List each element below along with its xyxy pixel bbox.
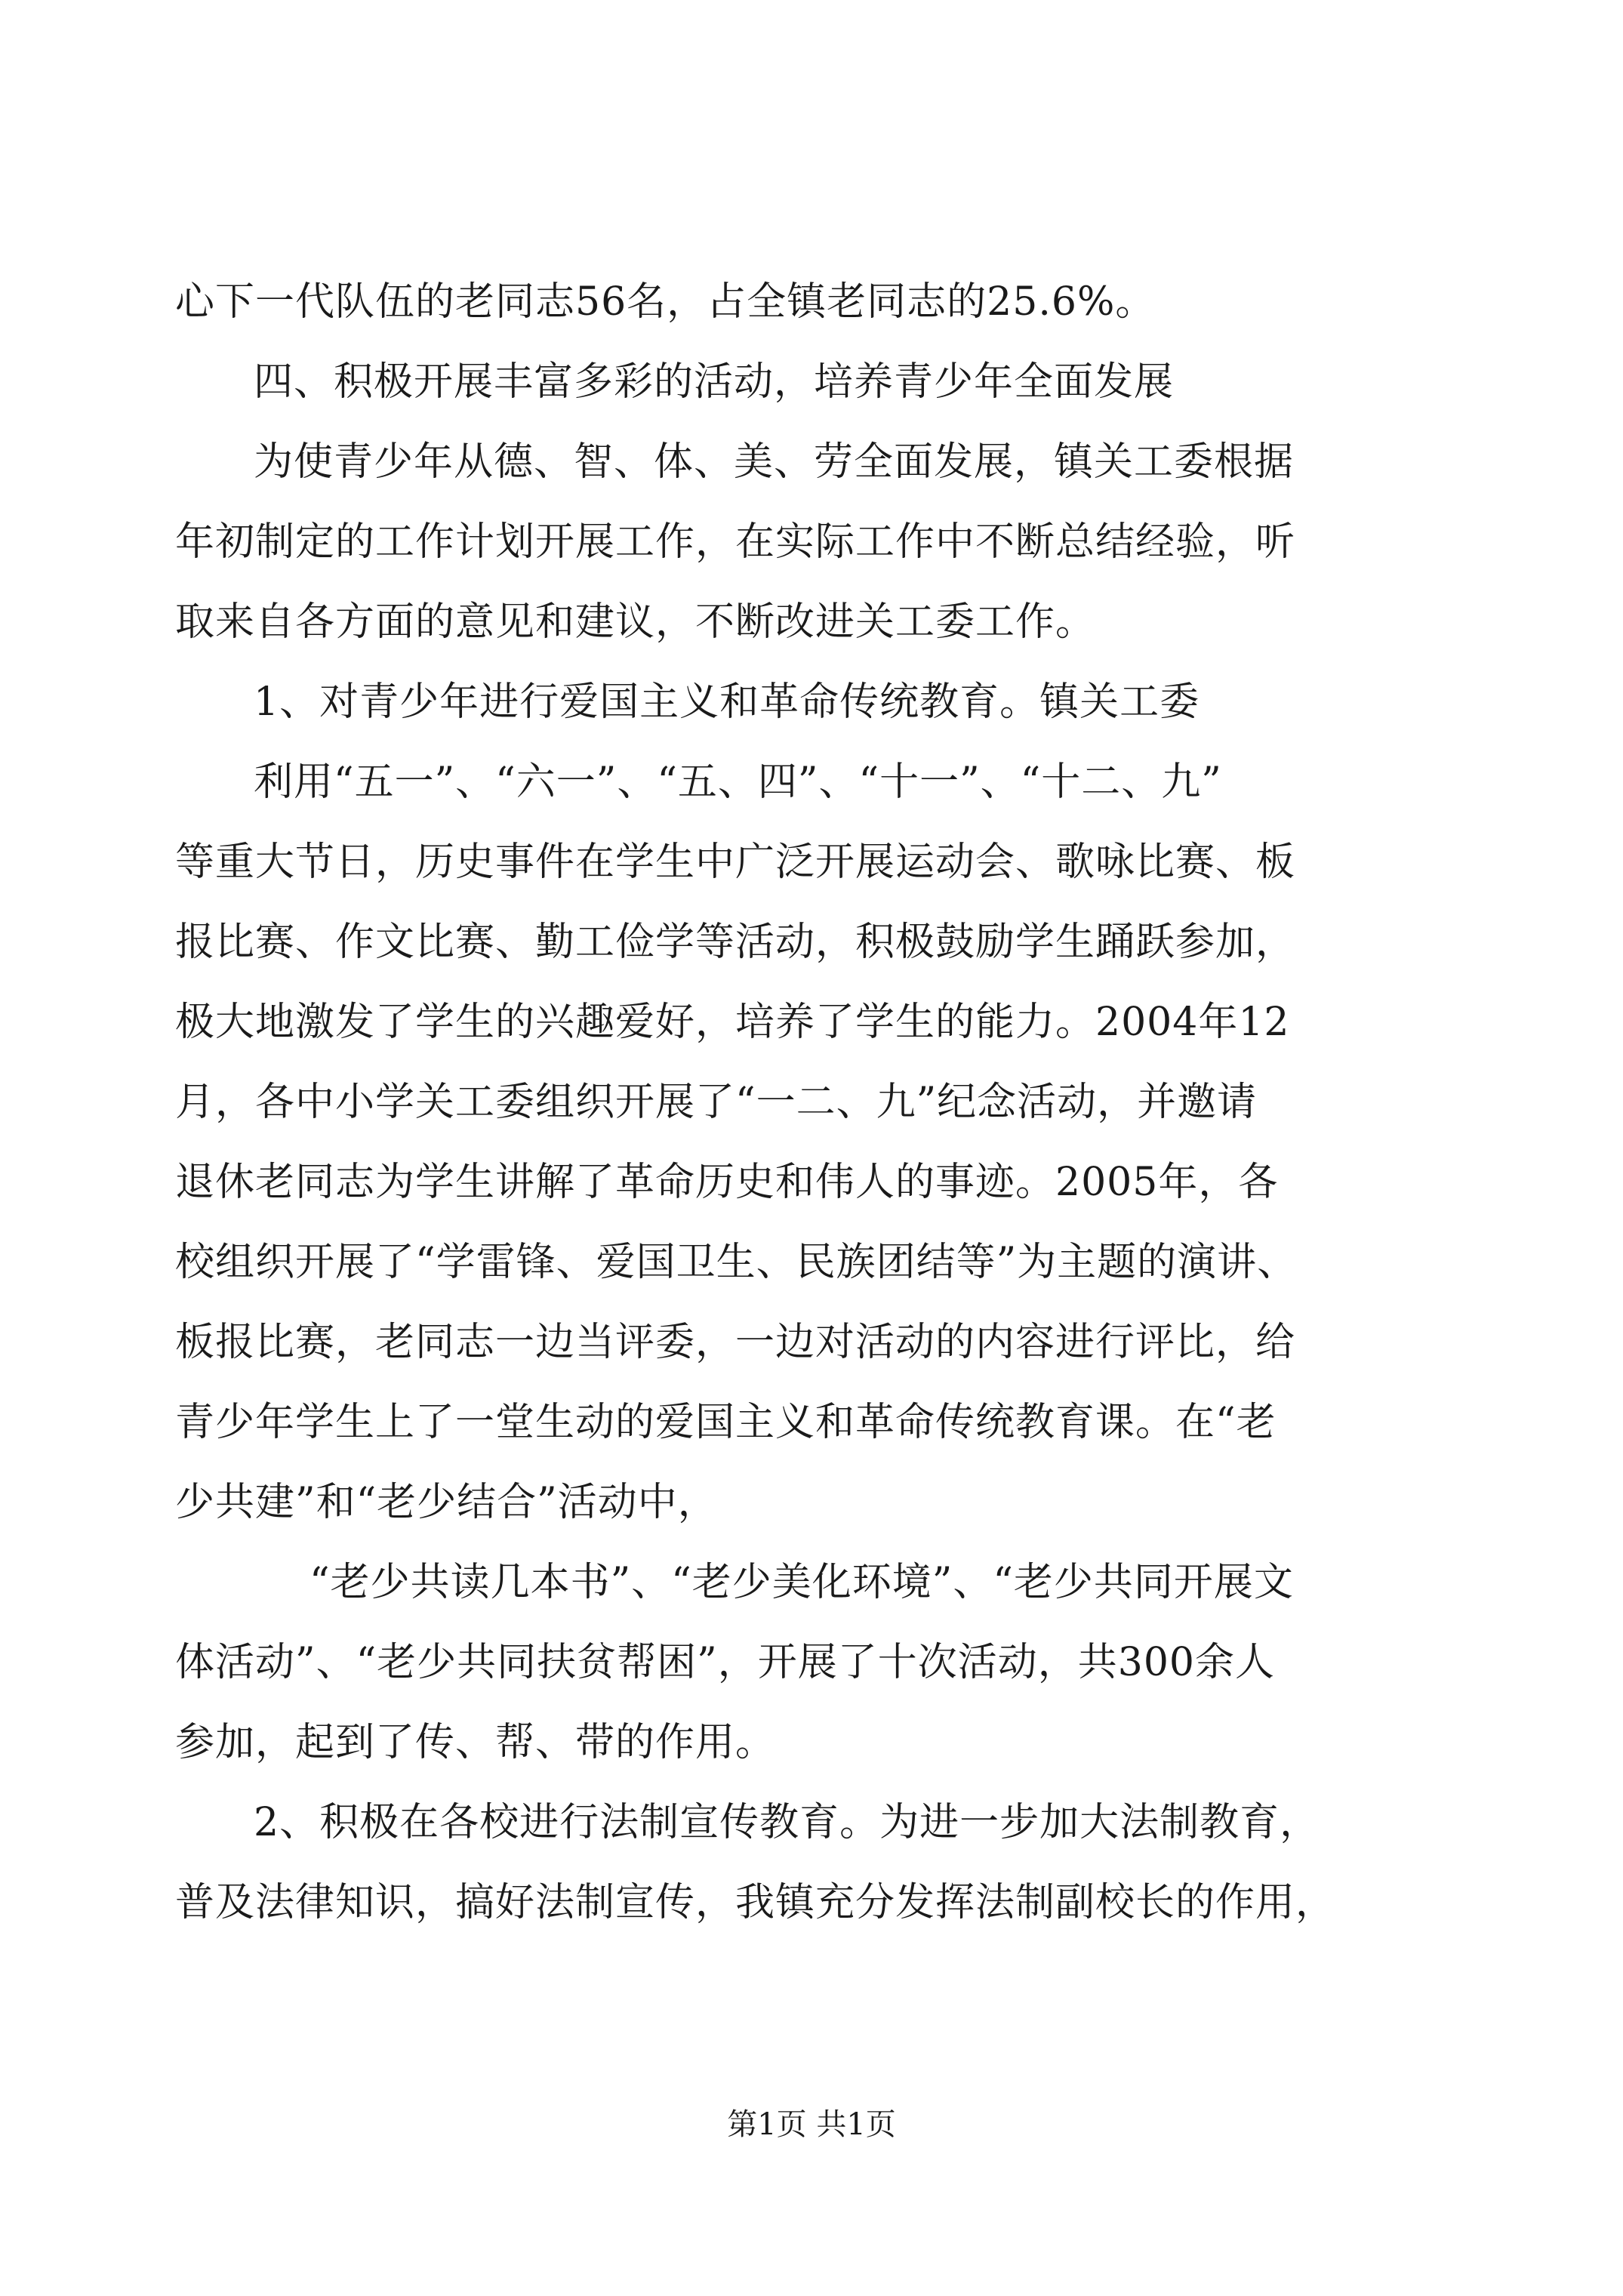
text-line: 青少年学生上了一堂生动的爱国主义和革命传统教育课。在“老 <box>175 1400 1277 1445</box>
text-line: 2、积极在各校进行法制宣传教育。为进一步加大法制教育， <box>254 1800 1320 1845</box>
text-line: 为使青少年从德、智、体、美、劳全面发展，镇关工委根据 <box>254 439 1295 485</box>
text-line: 等重大节日，历史事件在学生中广泛开展运动会、歌咏比赛、板 <box>175 840 1296 885</box>
page-footer: 第1页 共1页 <box>727 2107 896 2142</box>
text-line: 板报比赛，老同志一边当评委，一边对活动的内容进行评比，给 <box>175 1320 1296 1365</box>
text-line: 月，各中小学关工委组织开展了“一二、九”纪念活动，并邀请 <box>175 1080 1258 1125</box>
text-line: 参加，起到了传、帮、带的作用。 <box>175 1720 776 1765</box>
text-line: 1、对青少年进行爱国主义和革命传统教育。镇关工委 <box>254 680 1200 725</box>
text-line: 取来自各方面的意见和建议，不断改进关工委工作。 <box>175 599 1096 645</box>
text-line: 年初制定的工作计划开展工作，在实际工作中不断总结经验，听 <box>175 519 1296 565</box>
text-line: 普及法律知识，搞好法制宣传，我镇充分发挥法制副校长的作用， <box>175 1880 1336 1925</box>
text-line: 校组织开展了“学雷锋、爱国卫生、民族团结等”为主题的演讲、 <box>175 1240 1298 1285</box>
text-line: 极大地激发了学生的兴趣爱好，培养了学生的能力。2004年12 <box>175 1000 1290 1045</box>
text-line: 退休老同志为学生讲解了革命历史和伟人的事迹。2005年，各 <box>175 1160 1279 1205</box>
text-line: 报比赛、作文比赛、勤工俭学等活动，积极鼓励学生踊跃参加， <box>175 920 1296 965</box>
text-line: 利用“五一”、“六一”、“五、四”、“十一”、“十二、九” <box>254 760 1222 805</box>
section-heading: 四、积极开展丰富多彩的活动，培养青少年全面发展 <box>254 359 1175 405</box>
text-line: 心下一代队伍的老同志56名，占全镇老同志的25.6%。 <box>175 279 1156 325</box>
text-line: 少共建”和“老少结合”活动中， <box>175 1480 718 1525</box>
text-line: 体活动”、“老少共同扶贫帮困”，开展了十次活动，共300余人 <box>175 1640 1276 1685</box>
text-line: “老少共读几本书”、“老少美化环境”、“老少共同开展文 <box>310 1560 1294 1605</box>
